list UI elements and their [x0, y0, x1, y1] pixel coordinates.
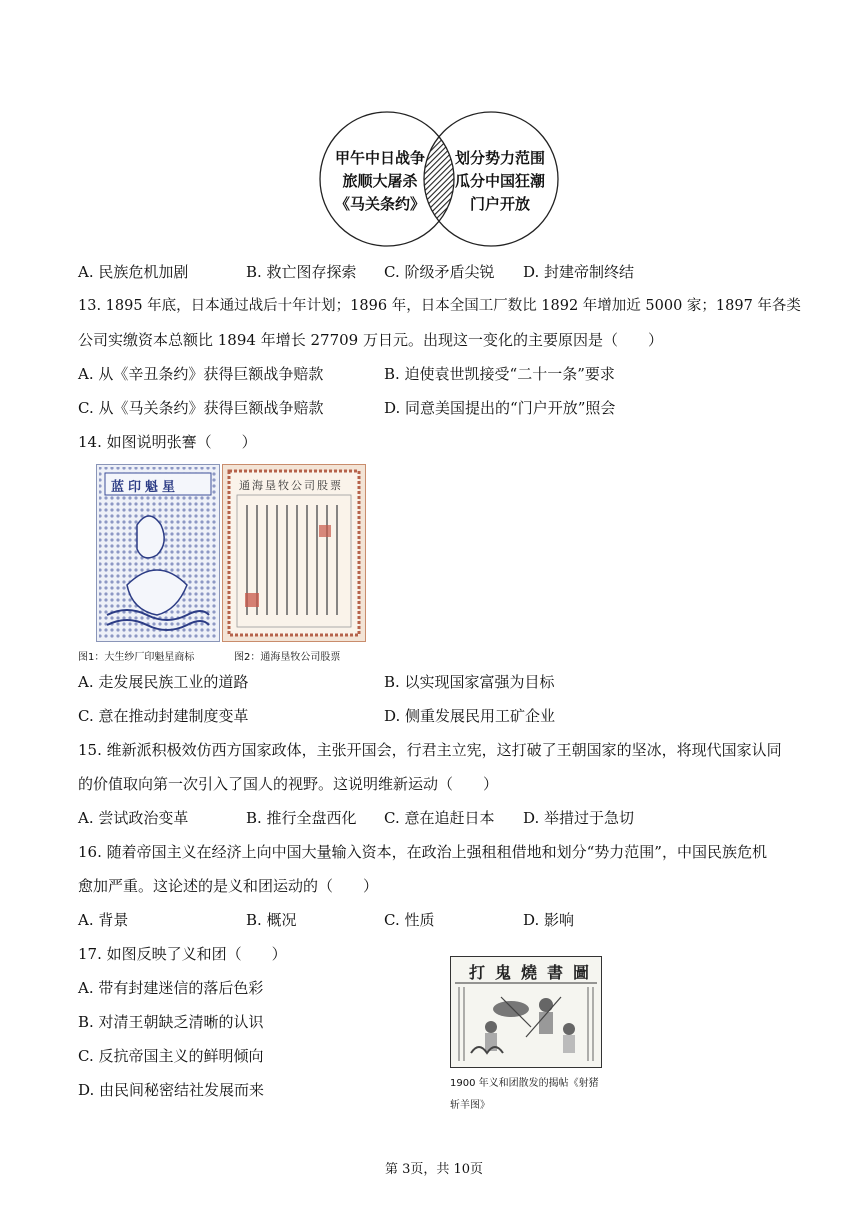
q13-option-b: B. 迫使袁世凯接受“二十一条”要求	[384, 365, 615, 383]
q14-figure2-stock-certificate	[222, 464, 366, 642]
q12-option-d: D. 封建帝制终结	[523, 263, 635, 281]
q17-caption-line1: 1900 年义和团散发的揭帖《射猪	[450, 1078, 599, 1089]
q14-stem: 14. 如图说明张謇（ ）	[78, 433, 257, 451]
q14-option-a: A. 走发展民族工业的道路	[78, 673, 249, 691]
q14-option-c: C. 意在推动封建制度变革	[78, 707, 249, 725]
q17-stem: 17. 如图反映了义和团（ ）	[78, 945, 287, 963]
venn-diagram	[318, 110, 560, 248]
venn-right-line: 门户开放	[469, 195, 530, 213]
q15-stem-line1: 15. 维新派积极效仿西方国家政体，主张开国会，行君主立宪，这打破了王朝国家的坚冰，将现代国家认同	[78, 741, 782, 759]
q17-caption-line2: 斩羊图》	[450, 1100, 490, 1111]
q13-stem-line2: 公司实缴资本总额比 1894 年增长 27709 万日元。出现这一变化的主要原因是（ ）	[78, 331, 663, 349]
q16-option-a: A. 背景	[78, 911, 129, 929]
q17-option-c: C. 反抗帝国主义的鲜明倾向	[78, 1047, 264, 1065]
q15-option-c: C. 意在追赶日本	[384, 809, 495, 827]
q15-option-d: D. 举措过于急切	[523, 809, 635, 827]
q15-stem-line2: 的价值取向第一次引入了国人的视野。这说明维新运动（ ）	[78, 775, 499, 793]
trademark-title: 蓝印魁星	[111, 480, 180, 495]
q13-stem-line1: 13. 1895 年底，日本通过战后十年计划；1896 年，日本全国工厂数比 1892 年增加近 5000 家；1897 年各类	[78, 298, 801, 314]
q16-option-c: C. 性质	[384, 911, 435, 929]
q16-option-d: D. 影响	[523, 911, 575, 929]
q14-figure1-trademark	[96, 464, 220, 642]
venn-left-line: 《马关条约》	[334, 195, 425, 213]
q13-option-a: A. 从《辛丑条约》获得巨额战争赔款	[78, 365, 324, 383]
q17-option-d: D. 由民间秘密结社发展而来	[78, 1081, 265, 1099]
q16-stem-line1: 16. 随着帝国主义在经济上向中国大量输入资本，在政治上强租租借地和划分“势力范围”，中国民族危机	[78, 843, 767, 861]
venn-right-line: 划分势力范围	[454, 149, 545, 167]
venn-right-line: 瓜分中国狂潮	[454, 172, 545, 190]
q12-option-c: C. 阶级矛盾尖锐	[384, 263, 495, 281]
q12-option-a: A. 民族危机加剧	[78, 263, 189, 281]
q17-option-a: A. 带有封建迷信的落后色彩	[78, 979, 264, 997]
venn-left-line: 旅顺大屠杀	[342, 172, 418, 190]
q13-option-d: D. 同意美国提出的“门户开放”照会	[384, 399, 616, 417]
venn-right-text	[442, 147, 558, 216]
woodcut-title: 打鬼燒書圖	[469, 963, 600, 982]
q13-option-c: C. 从《马关条约》获得巨额战争赔款	[78, 399, 324, 417]
certificate-title: 通海垦牧公司股票	[239, 479, 343, 492]
q15-option-b: B. 推行全盘西化	[246, 809, 357, 827]
venn-left-line: 甲午中日战争	[334, 149, 425, 167]
q14-caption2: 图2：通海垦牧公司股票	[234, 652, 341, 663]
q14-option-b: B. 以实现国家富强为目标	[384, 673, 555, 691]
q15-option-a: A. 尝试政治变革	[78, 809, 189, 827]
page-footer: 第 3页，共 10页	[384, 1162, 484, 1177]
q16-option-b: B. 概况	[246, 911, 297, 929]
q14-option-d: D. 侧重发展民用工矿企业	[384, 707, 556, 725]
q16-stem-line2: 愈加严重。这论述的是义和团运动的（ ）	[78, 877, 379, 895]
q12-option-b: B. 救亡图存探索	[246, 263, 357, 281]
q17-woodcut-image	[450, 956, 602, 1068]
q17-option-b: B. 对清王朝缺乏清晰的认识	[78, 1013, 264, 1031]
q14-caption1: 图1：大生纱厂印魁星商标	[78, 652, 195, 663]
venn-left-text	[322, 147, 438, 216]
